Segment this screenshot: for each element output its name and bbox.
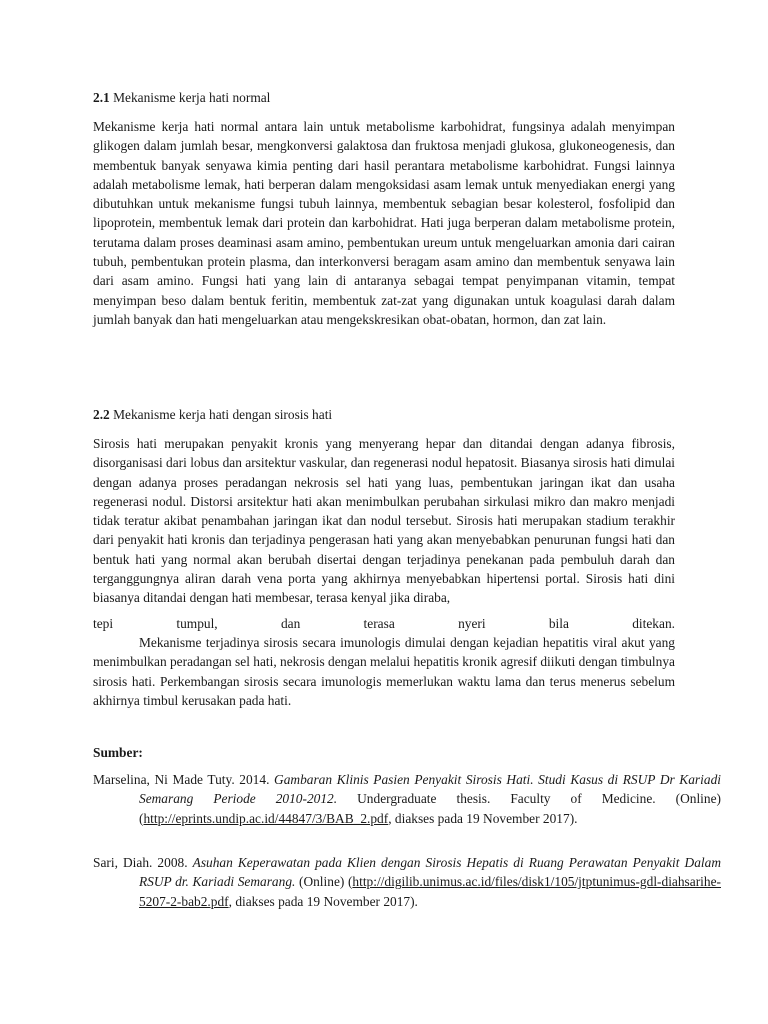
section-heading-2-2 <box>93 405 675 424</box>
reference-link[interactable]: http://eprints.undip.ac.id/44847/3/BAB_2.pdf <box>143 810 389 826</box>
reference-author: Sari, Diah. 2008. <box>93 855 188 870</box>
section-2-2-body-part2: tepi tumpul, dan terasa nyeri bila ditekan. <box>93 616 675 631</box>
reference-link[interactable]: http://digilib.unimus.ac.id/files/disk1/105/jtptunimus-gdl-diahsarihe-5207-2-bab2.pdf <box>139 874 721 909</box>
section-title: Mekanisme kerja hati normal <box>113 90 271 105</box>
reference-item <box>93 853 721 911</box>
sources-heading: Sumber: <box>93 745 143 760</box>
section-2-2-body-part3: Mekanisme terjadinya sirosis secara imunologis dimulai dengan kejadian hepatitis viral akut yang menimbulkan peradangan sel hati, nekrosis dengan melalui hepatitis kronik agresif diikuti dengan timbulnya sirosis hati. Perkembangan sirosis secara imunologis memerlukan waktu lama dan terus menerus sebelum akhirnya timbul kerusakan pada hati. <box>93 635 675 708</box>
reference-access-date: , diakses pada 19 November 2017). <box>388 810 578 826</box>
section-heading-2-1 <box>93 88 675 107</box>
section-title: Mekanisme kerja hati dengan sirosis hati <box>113 407 333 422</box>
reference-title: Gambaran Klinis Pasien Penyakit Sirosis Hati. Studi Kasus di RSUP Dr Kariadi Semarang Periode 2010-2012. <box>139 772 721 807</box>
section-number: 2.2 <box>93 407 110 422</box>
reference-detail: Undergraduate thesis. Faculty of Medicine. (Online) ( <box>139 791 721 826</box>
reference-access-date: , diakses pada 19 November 2017). <box>228 893 418 909</box>
reference-title: Asuhan Keperawatan pada Klien dengan Sirosis Hepatis di Ruang Perawatan Penyakit Dalam RSUP dr. Kariadi Semarang. <box>139 855 721 890</box>
section-2-1-body: Mekanisme kerja hati normal antara lain untuk metabolisme karbohidrat, fungsinya adalah menyimpan glikogen dalam jumlah besar, mengkonversi galaktosa dan fruktosa menjadi glukosa, glukoneogenesis, dan membentuk banyak senyawa kimia penting dari hasil perantara metabolisme karbohidrat. Fungsi lainnya adalah metabolisme lemak, hati berperan dalam mengoksidasi asam lemak untuk menyediakan energi yang dibutuhkan untuk mekanisme fungsi tubuh lainnya, membentuk sebagian besar kolesterol, fosfolipid dan lipoprotein, membentuk lemak dari protein dan karbohidrat. Hati juga berperan dalam metabolisme protein, terutama dalam proses deaminasi asam amino, pembentukan ureum untuk mengeluarkan amonia dari cairan tubuh, pembentukan protein plasma, dan interkonversi beragam asam amino dan membentuk senyawa lain dari asam amino. Fungsi hati yang lain di antaranya sebagai tempat penyimpanan vitamin, tempat menyimpan beso dalam bentuk feritin, membentuk zat-zat yang digunakan untuk koagulasi darah dalam jumlah banyak dan hati mengeluarkan atau mengekskresikan obat-obatan, hormon, dan zat lain. <box>93 119 675 327</box>
section-number: 2.1 <box>93 90 110 105</box>
reference-detail: (Online) ( <box>298 874 353 890</box>
section-2-2-body-part1: Sirosis hati merupakan penyakit kronis yang menyerang hepar dan ditandai dengan adanya fibrosis, disorganisasi dari lobus dan arsitektur vaskular, dan regenerasi nodul hepatosit. Biasanya sirosis hati dimulai dengan adanya proses peradangan nekrosis sel hati yang luas, pembentukan jaringan ikat dan usaha regenerasi nodul. Distorsi arsitektur hati akan menimbulkan perubahan sirkulasi mikro dan makro menjadi tidak teratur akibat penambahan jaringan ikat dan nodul tersebut. Sirosis hati merupakan stadium terakhir dari penyakit hati kronis dan terjadinya pengerasan hati yang akan menyebabkan penurunan fungsi hati dan bentuk hati yang normal akan berubah disertai dengan terjadinya penekanan pada pembuluh darah dan terganggungnya aliran darah vena porta yang akhirnya menyebabkan hipertensi portal. Sirosis hati dini biasanya ditandai dengan hati membesar, terasa kenyal jika diraba, <box>93 436 675 606</box>
reference-author: Marselina, Ni Made Tuty. 2014. <box>93 772 270 787</box>
reference-item <box>93 770 721 828</box>
